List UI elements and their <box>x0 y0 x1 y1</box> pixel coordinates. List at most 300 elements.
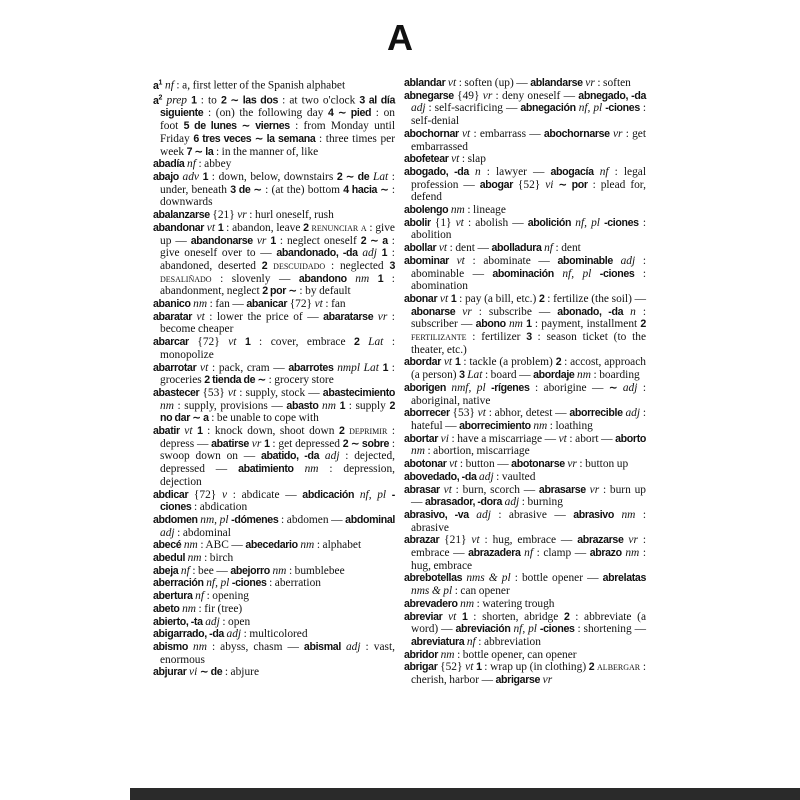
part-of-speech: nm <box>533 419 548 432</box>
bold-term: abono <box>475 318 506 331</box>
definition-text: : (on) the following day <box>203 107 328 120</box>
part-of-speech: vt <box>196 361 209 374</box>
dictionary-entry <box>153 92 395 158</box>
part-of-speech: vt <box>179 425 193 438</box>
part-of-speech: nm <box>355 272 370 285</box>
bold-term: abordaje <box>533 369 575 382</box>
definition-text: : legal profession — <box>411 165 646 191</box>
definition-text: : abdication <box>191 501 248 514</box>
bold-term: 1 <box>450 292 457 305</box>
part-of-speech: adj <box>202 615 220 628</box>
dictionary-entry <box>153 489 395 514</box>
dictionary-entry <box>153 77 395 92</box>
definition-text: : aberration <box>266 577 321 590</box>
headword: abogado, -da <box>404 165 469 178</box>
dictionary-entry <box>404 484 646 509</box>
definition-text: : monopolize <box>160 336 395 361</box>
definition-text: : embrace — <box>411 534 646 560</box>
small-caps-synonym: desaliñado <box>160 272 212 285</box>
part-of-speech: nf, pl <box>562 267 592 280</box>
part-of-speech: nm <box>190 298 208 311</box>
dictionary-entry <box>153 641 395 666</box>
definition-text: : supply, provisions — <box>173 399 287 412</box>
dictionary-entry <box>153 552 395 565</box>
headword: abastecer <box>153 386 200 399</box>
part-of-speech: vt <box>204 221 216 234</box>
definition-text: : board — <box>482 369 534 382</box>
bold-term: 1 <box>217 221 224 234</box>
bold-term: abolladura <box>491 242 542 255</box>
part-of-speech: nm <box>508 318 523 331</box>
part-of-speech: nf <box>162 79 174 92</box>
definition-text: : abrasive — <box>490 508 574 521</box>
headword: abeto <box>153 602 180 615</box>
definition-text: : lower the price of — <box>204 310 324 323</box>
definition-text: : payment, installment <box>531 318 641 331</box>
part-of-speech: nm <box>577 369 591 382</box>
definition-text: : under, beneath <box>160 170 395 196</box>
definition-text: : abomination <box>411 267 646 293</box>
dictionary-entry <box>404 204 646 217</box>
part-of-speech: adj <box>362 247 377 260</box>
bold-term: 1 <box>191 94 197 107</box>
definition-text: : button — <box>457 458 512 471</box>
bold-term: abdicación <box>302 488 355 501</box>
definition-text: : abbey <box>195 158 232 171</box>
part-of-speech: adj <box>620 254 636 267</box>
definition-text: : down, below, downstairs <box>208 170 337 183</box>
definition-text: : shortening — <box>574 623 646 636</box>
definition-text: : self-denial <box>411 102 646 128</box>
definition-text: {21} <box>209 209 238 222</box>
part-of-speech: adj <box>504 496 520 509</box>
part-of-speech: nf <box>178 564 190 577</box>
definition-text: : dent — <box>447 242 492 255</box>
headword: abovedado, -da <box>404 470 477 483</box>
part-of-speech: vt <box>448 153 460 166</box>
part-of-speech: n <box>468 165 481 178</box>
part-of-speech: prep <box>162 94 188 107</box>
bold-term: -ciones <box>599 267 635 280</box>
headword: abedul <box>153 552 186 565</box>
part-of-speech: vr <box>542 674 553 687</box>
bold-term: 2 ∼ las dos <box>220 94 279 107</box>
bold-term: 1 <box>339 399 346 412</box>
definition-text: : neglect oneself <box>275 234 361 247</box>
part-of-speech: adj <box>345 641 361 653</box>
headword: abominar <box>404 254 449 267</box>
dictionary-entry <box>153 577 395 590</box>
part-of-speech: Lat <box>372 170 389 183</box>
definition-text: : depress — <box>160 425 395 450</box>
part-of-speech: vt <box>558 432 567 445</box>
dictionary-entry <box>153 539 395 552</box>
footer-bar <box>130 788 800 800</box>
dictionary-entry <box>404 382 646 407</box>
bold-term: -ciones <box>231 577 267 590</box>
definition-text: : become cheaper <box>160 310 395 336</box>
definition-text: : vast, enormous <box>160 641 395 666</box>
definition-text: {53} <box>449 407 478 420</box>
part-of-speech: nf <box>599 165 609 178</box>
definition-text: : aborigine — <box>529 381 609 394</box>
dictionary-entry <box>153 158 395 171</box>
definition-text: {21} <box>439 534 472 547</box>
bold-term: abonarse <box>411 305 456 318</box>
definition-text: : abolish — <box>463 216 528 229</box>
dictionary-entry <box>404 661 646 686</box>
definition-text: : bottle opener, can opener <box>454 648 577 661</box>
definition-text: {72} <box>287 298 315 311</box>
bold-term: abnegado, -da <box>578 89 646 102</box>
part-of-speech: vt <box>314 298 323 311</box>
part-of-speech: adj <box>476 470 494 483</box>
bold-term: 1 <box>476 661 482 674</box>
bold-term: 1 <box>462 610 468 623</box>
part-of-speech: vr <box>482 89 493 102</box>
definition-text: : subscriber — <box>411 305 646 331</box>
headword: abotonar <box>404 458 447 471</box>
definition-text: : abolition <box>411 216 646 242</box>
part-of-speech: vr <box>612 127 623 140</box>
part-of-speech: nm <box>185 552 202 565</box>
part-of-speech: nf <box>524 547 534 560</box>
bold-term: abonado, -da <box>557 305 624 318</box>
bold-term: 2 ∼ de <box>336 170 370 183</box>
bold-term: abrazarse <box>577 534 624 547</box>
bold-term: 6 tres veces ∼ la semana <box>193 132 316 145</box>
definition-text: : a, first letter of the Spanish alphabet <box>173 79 346 92</box>
dictionary-entry <box>404 153 646 166</box>
definition-text: : abandoned, deserted <box>160 247 395 272</box>
headword: abrigar <box>404 661 438 674</box>
part-of-speech: nm <box>179 602 196 615</box>
bold-term: abrasarse <box>538 483 586 496</box>
definition-text: : embarrass — <box>470 127 544 140</box>
definition-text: : fertilizer <box>466 331 527 344</box>
bold-term: abogar <box>479 178 513 191</box>
small-caps-synonym: descuidado <box>273 259 326 272</box>
part-of-speech: nm <box>621 508 636 521</box>
part-of-speech: vr <box>585 77 595 89</box>
part-of-speech: vt <box>445 77 457 89</box>
part-of-speech: nf <box>192 590 205 603</box>
bold-term: 2 <box>261 259 268 272</box>
definition-text: : bumblebee <box>286 564 345 577</box>
bold-term: 2 <box>354 336 360 349</box>
bold-term: 2 por ∼ <box>262 285 297 298</box>
definition-text: : at two o'clock <box>278 94 360 107</box>
definition-text: : fan <box>322 298 346 311</box>
definition-text <box>360 336 369 348</box>
definition-text: : abandonment, neglect <box>160 272 395 298</box>
bold-term: 1 <box>270 234 276 247</box>
part-of-speech: nmpl Lat <box>337 361 379 374</box>
definition-text: : get depressed <box>269 437 343 450</box>
part-of-speech: nm <box>160 399 174 412</box>
part-of-speech: nf <box>184 158 196 171</box>
bold-term: 4 ∼ pied <box>327 107 372 120</box>
dictionary-entry <box>153 222 395 298</box>
definition-text: : hug, embrace <box>411 547 646 572</box>
definition-text: : abominate — <box>464 254 558 267</box>
part-of-speech: nm <box>448 204 465 217</box>
bold-term: 2 <box>563 610 570 623</box>
definition-text <box>347 273 356 285</box>
dictionary-entry <box>404 534 646 572</box>
part-of-speech: vt <box>437 292 449 305</box>
bold-term: abogacía <box>550 165 594 178</box>
dictionary-entry <box>404 509 646 534</box>
part-of-speech: nf, pl <box>203 577 230 590</box>
bold-term: abecedario <box>245 539 298 552</box>
definition-text: : slovenly — <box>211 272 299 285</box>
dictionary-entry <box>404 407 646 432</box>
definition-text: : abdicate — <box>227 488 303 501</box>
definition-text: : self-sacrificing — <box>425 102 521 115</box>
bold-term: 2 <box>539 292 545 305</box>
dictionary-entry <box>153 209 395 222</box>
bold-term: abarrotes <box>288 361 334 374</box>
part-of-speech: vt <box>458 127 471 140</box>
bold-term: -rígenes <box>491 381 530 394</box>
part-of-speech: nf, pl <box>359 488 387 501</box>
definition-text: : depression, dejection <box>160 463 395 488</box>
definition-text: : burning <box>519 496 563 509</box>
bold-term: abaratarse <box>323 310 374 323</box>
definition-text: : watering trough <box>474 597 555 610</box>
headword: abolengo <box>404 204 449 217</box>
dictionary-entry <box>404 255 646 293</box>
bold-term: abotonarse <box>511 458 565 471</box>
bold-term: abrazadera <box>468 547 521 560</box>
bold-term: abrelatas <box>602 572 646 585</box>
bold-term: ∼ por <box>558 178 588 191</box>
definition-text: : open <box>219 615 251 628</box>
part-of-speech: vt <box>442 610 457 623</box>
definition-text <box>369 273 378 285</box>
definition-text: : wrap up (in clothing) <box>481 661 589 674</box>
dictionary-entry <box>153 603 395 616</box>
bold-term: aborrecimiento <box>459 419 531 432</box>
bold-term: 1 <box>244 336 251 349</box>
definition-text: {1} <box>430 216 456 229</box>
definition-text: : give oneself over to — <box>160 234 395 260</box>
bold-term: abandonarse <box>190 234 253 247</box>
definition-text: : grocery store <box>266 374 334 387</box>
bold-term: 2 no dar ∼ a <box>160 399 395 425</box>
part-of-speech: nmf, pl <box>445 381 486 394</box>
definition-text: : groceries <box>160 361 395 387</box>
definition-text: : tackle (a problem) <box>460 356 556 369</box>
headword: abrevadero <box>404 597 458 610</box>
bold-term: abatirse <box>211 437 249 450</box>
definition-text: : abhor, detest — <box>485 407 570 420</box>
bold-term: 1 <box>381 247 388 260</box>
headword: abreviar <box>404 610 443 623</box>
headword: abortar <box>404 432 439 445</box>
bold-term: abochornarse <box>543 127 610 140</box>
bold-term: abominable <box>557 254 613 267</box>
bold-term: -dómenes <box>231 513 279 526</box>
part-of-speech: vr <box>237 209 247 222</box>
definition-text: : clamp — <box>533 547 590 560</box>
dictionary-entry <box>153 311 395 336</box>
definition-text: : downwards <box>160 183 396 209</box>
headword: abandonar <box>153 221 205 234</box>
part-of-speech: nm <box>272 564 287 577</box>
definition-text: : can opener <box>452 585 510 598</box>
dictionary-entry <box>153 336 395 361</box>
bold-term: 3 al día siguiente <box>160 94 395 120</box>
bold-term: abanicar <box>246 298 288 311</box>
headword: aborrecer <box>404 407 450 420</box>
definition-text: : abort — <box>566 432 616 445</box>
part-of-speech: nms & pl <box>462 572 511 585</box>
definition-text: : vaulted <box>493 470 536 483</box>
part-of-speech: nms & pl <box>411 585 453 598</box>
definition-text: : have a miscarriage — <box>448 432 559 445</box>
bold-term: 2 ∼ sobre <box>342 437 390 450</box>
part-of-speech: adj <box>324 450 340 463</box>
part-of-speech: vr <box>377 310 388 323</box>
definition-text: : abdomen — <box>278 513 346 526</box>
bold-term: 2 <box>588 661 595 674</box>
definition-text: : pack, cram — <box>208 361 289 374</box>
bold-term: abasto <box>286 399 319 412</box>
bold-term: abreviación <box>455 623 511 636</box>
definition-text: : bottle opener — <box>510 572 603 585</box>
dictionary-entry <box>404 128 646 153</box>
bold-term: abastecimiento <box>322 386 396 399</box>
page-letter-heading: A <box>387 17 413 58</box>
bold-term: 1 <box>526 318 532 331</box>
headword: $a^1$ <box>153 79 163 92</box>
headword: abordar <box>404 356 441 369</box>
definition-text: : give up — <box>160 221 395 247</box>
dictionary-entry <box>404 293 646 357</box>
bold-term: abejorro <box>230 564 270 577</box>
left-column <box>153 77 395 679</box>
small-caps-synonym: fertilizante <box>411 331 467 344</box>
bold-term: 5 de lunes ∼ viernes <box>183 120 290 133</box>
part-of-speech: nm <box>322 399 336 412</box>
definition-text: : lawyer — <box>480 165 551 178</box>
part-of-speech: nm <box>438 648 455 661</box>
part-of-speech: vt <box>446 458 458 471</box>
bold-term: 3 <box>526 331 532 344</box>
part-of-speech: adj <box>622 381 638 394</box>
definition-text: : abominable — <box>411 254 646 280</box>
part-of-speech: v <box>221 488 228 501</box>
definition-text: : fir (tree) <box>196 602 243 615</box>
part-of-speech: vt <box>192 310 205 323</box>
definition-text <box>294 463 305 475</box>
definition-text: : abjure <box>222 666 260 679</box>
definition-text: : abortion, miscarriage <box>424 445 530 458</box>
definition-text: : abbreviate (a word) — <box>411 610 646 636</box>
headword: abofetear <box>404 153 449 166</box>
dictionary-entry <box>153 590 395 603</box>
bold-term: -ciones <box>605 102 640 115</box>
headword: abigarrado, -da <box>153 628 224 641</box>
dictionary-entry <box>153 387 395 425</box>
definition-text: : to <box>196 94 221 107</box>
bold-term: ∼ de <box>199 666 223 679</box>
headword: abatir <box>153 425 180 438</box>
definition-text: : plead for, defend <box>411 178 646 204</box>
bold-term: abismal <box>303 641 341 653</box>
definition-text: : hurl oneself, rush <box>246 209 334 222</box>
definition-text: : by default <box>296 285 351 298</box>
part-of-speech: vi <box>438 432 449 445</box>
part-of-speech: adj <box>223 628 242 641</box>
definition-text: : cover, embrace <box>250 336 355 349</box>
bold-term: abrazo <box>589 547 622 560</box>
definition-text: : (at the) bottom <box>261 183 344 196</box>
headword: $a^2$ <box>153 94 163 107</box>
definition-text: : abdominal <box>174 526 231 539</box>
dictionary-entry <box>404 458 646 471</box>
definition-text: : season ticket (to the theater, etc.) <box>411 331 647 356</box>
definition-text: : bee — <box>189 564 231 577</box>
bold-term: 1 <box>382 361 389 374</box>
headword: abecé <box>153 539 182 552</box>
part-of-speech: nm <box>300 539 315 552</box>
bold-term: aborrecible <box>569 407 623 420</box>
part-of-speech: Lat <box>368 336 384 349</box>
definition-text: : abyss, chasm — <box>206 641 304 653</box>
definition-text: : birch <box>201 552 234 565</box>
headword: abadía <box>153 158 185 171</box>
headword: abochornar <box>404 127 459 140</box>
bold-term: 2 ∼ a <box>360 234 388 247</box>
dictionary-entry <box>153 666 395 679</box>
bold-term: -ciones <box>160 488 395 514</box>
right-column <box>404 77 646 687</box>
part-of-speech: adj <box>160 526 175 539</box>
definition-text: : on foot <box>160 107 395 133</box>
part-of-speech: vt <box>448 254 465 267</box>
definition-text: : opening <box>204 590 249 603</box>
headword: abrebotellas <box>404 572 463 585</box>
bold-term: abnegación <box>520 102 576 115</box>
dictionary-entry <box>404 90 646 128</box>
bold-term: abreviatura <box>411 635 465 648</box>
part-of-speech: nm <box>411 445 425 458</box>
dictionary-entry <box>404 649 646 662</box>
part-of-speech: vr <box>628 534 638 547</box>
part-of-speech: Lat <box>467 369 483 382</box>
dictionary-entry <box>404 166 646 204</box>
bold-term: abolición <box>527 216 572 229</box>
part-of-speech: vr <box>256 234 267 247</box>
definition-text: : soften (up) — <box>456 77 531 89</box>
definition-text: : boarding <box>590 369 640 382</box>
bold-term: abatimiento <box>238 463 294 476</box>
headword: abierto, -ta <box>153 615 203 628</box>
dictionary-entry <box>404 572 646 597</box>
dictionary-entry <box>404 242 646 255</box>
definition-text: {49} <box>453 89 483 102</box>
bold-term: abominación <box>492 267 554 280</box>
definition-text: {53} <box>199 386 228 399</box>
part-of-speech: nm <box>457 597 475 610</box>
definition-text: : neglected <box>325 259 390 272</box>
definition-text: : ABC — <box>197 539 246 552</box>
part-of-speech: nm <box>304 463 319 476</box>
headword: abdomen <box>153 513 198 526</box>
